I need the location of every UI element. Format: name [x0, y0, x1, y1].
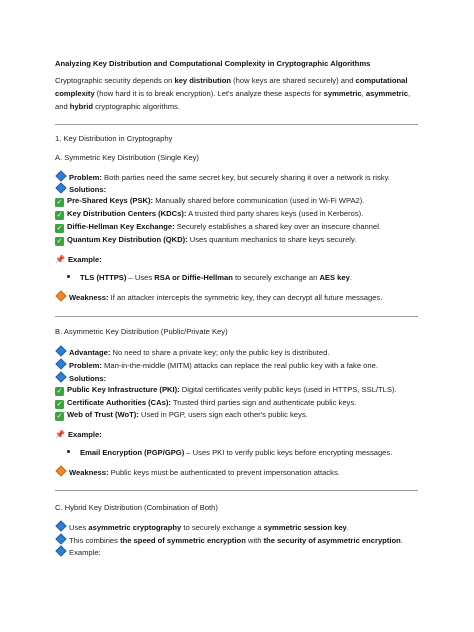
- solution-item: ✓ Pre-Shared Keys (PSK): Manually shared before communication (used in Wi-Fi WPA2).: [56, 196, 365, 206]
- bullet: [67, 450, 70, 453]
- section-1-heading: 1. Key Distribution in Cryptography: [55, 134, 173, 143]
- section-a-heading: A. Symmetric Key Distribution (Single Key): [55, 153, 199, 162]
- orange-diamond-icon: [55, 290, 66, 301]
- check-mark-icon: ✓: [56, 212, 63, 219]
- check-mark-icon: ✓: [56, 413, 63, 420]
- divider: [55, 316, 418, 317]
- example-item: Email Encryption (PGP/GPG) – Uses PKI to verify public keys before encrypting messages.: [55, 448, 392, 458]
- blue-diamond-icon: [55, 345, 66, 356]
- hybrid-line: This combines the speed of symmetric encryption with the security of asymmetric encryption.: [55, 535, 403, 546]
- solution-item: ✓ Web of Trust (WoT): Used in PGP, users sign each other's public keys.: [56, 410, 308, 420]
- solutions-line: Solutions:: [55, 373, 106, 384]
- hybrid-line: Example:: [55, 547, 101, 558]
- document-title: Analyzing Key Distribution and Computational Complexity in Cryptographic Algorithms: [55, 59, 371, 68]
- section-b-heading: B. Asymmetric Key Distribution (Public/Private Key): [55, 327, 228, 336]
- problem-line: Problem: Both parties need the same secret key, but securely sharing it over a network is risky.: [55, 172, 390, 183]
- solution-item: ✓ Certificate Authorities (CAs): Trusted third parties sign and authenticate public keys.: [56, 398, 357, 408]
- example-label: 📌 Example:: [55, 255, 102, 264]
- example-label: 📌 Example:: [55, 430, 102, 439]
- advantage-line: Advantage: No need to share a private key; only the public key is distributed.: [55, 347, 329, 358]
- pushpin-icon: 📌: [55, 255, 65, 264]
- problem-line: Problem: Man-in-the-middle (MITM) attacks can replace the real public key with a fake one.: [55, 360, 378, 371]
- solution-item: ✓ Public Key Infrastructure (PKI): Digital certificates verify public keys (used in HTTPS, SSL/TLS).: [56, 385, 397, 395]
- blue-diamond-icon: [55, 520, 66, 531]
- pushpin-icon: 📌: [55, 430, 65, 439]
- blue-diamond-icon: [55, 170, 66, 181]
- bullet: [67, 275, 70, 278]
- solution-item: ✓ Diffie-Hellman Key Exchange: Securely establishes a shared key over an insecure channel.: [56, 222, 382, 232]
- check-mark-icon: ✓: [56, 388, 63, 395]
- intro-paragraph: Cryptographic security depends on key distribution (how keys are shared securely) and computational complexity (how hard it is to break encryption). Let's analyze these aspects for symmetric, asymmetric, and hybrid cryptographic algorithms.: [55, 76, 411, 111]
- check-mark-icon: ✓: [56, 225, 63, 232]
- solution-item: ✓ Key Distribution Centers (KDCs): A trusted third party shares keys (used in Kerberos).: [56, 209, 364, 219]
- weakness-line: Weakness: If an attacker intercepts the symmetric key, they can decrypt all future messages.: [55, 292, 382, 303]
- check-mark-icon: ✓: [56, 238, 63, 245]
- blue-diamond-icon: [55, 358, 66, 369]
- example-item: TLS (HTTPS) – Uses RSA or Diffie-Hellman to securely exchange an AES key.: [55, 273, 352, 283]
- blue-diamond-icon: [55, 182, 66, 193]
- check-mark-icon: ✓: [56, 199, 63, 206]
- weakness-line: Weakness: Public keys must be authenticated to prevent impersonation attacks.: [55, 467, 340, 478]
- orange-diamond-icon: [55, 465, 66, 476]
- section-c-heading: C. Hybrid Key Distribution (Combination of Both): [55, 503, 218, 512]
- blue-diamond-icon: [55, 545, 66, 556]
- solutions-line: Solutions:: [55, 184, 106, 195]
- hybrid-line: Uses asymmetric cryptography to securely exchange a symmetric session key.: [55, 522, 349, 533]
- divider: [55, 124, 418, 125]
- divider: [55, 490, 418, 491]
- check-mark-icon: ✓: [56, 401, 63, 408]
- solution-item: ✓ Quantum Key Distribution (QKD): Uses quantum mechanics to share keys securely.: [56, 235, 357, 245]
- blue-diamond-icon: [55, 371, 66, 382]
- blue-diamond-icon: [55, 533, 66, 544]
